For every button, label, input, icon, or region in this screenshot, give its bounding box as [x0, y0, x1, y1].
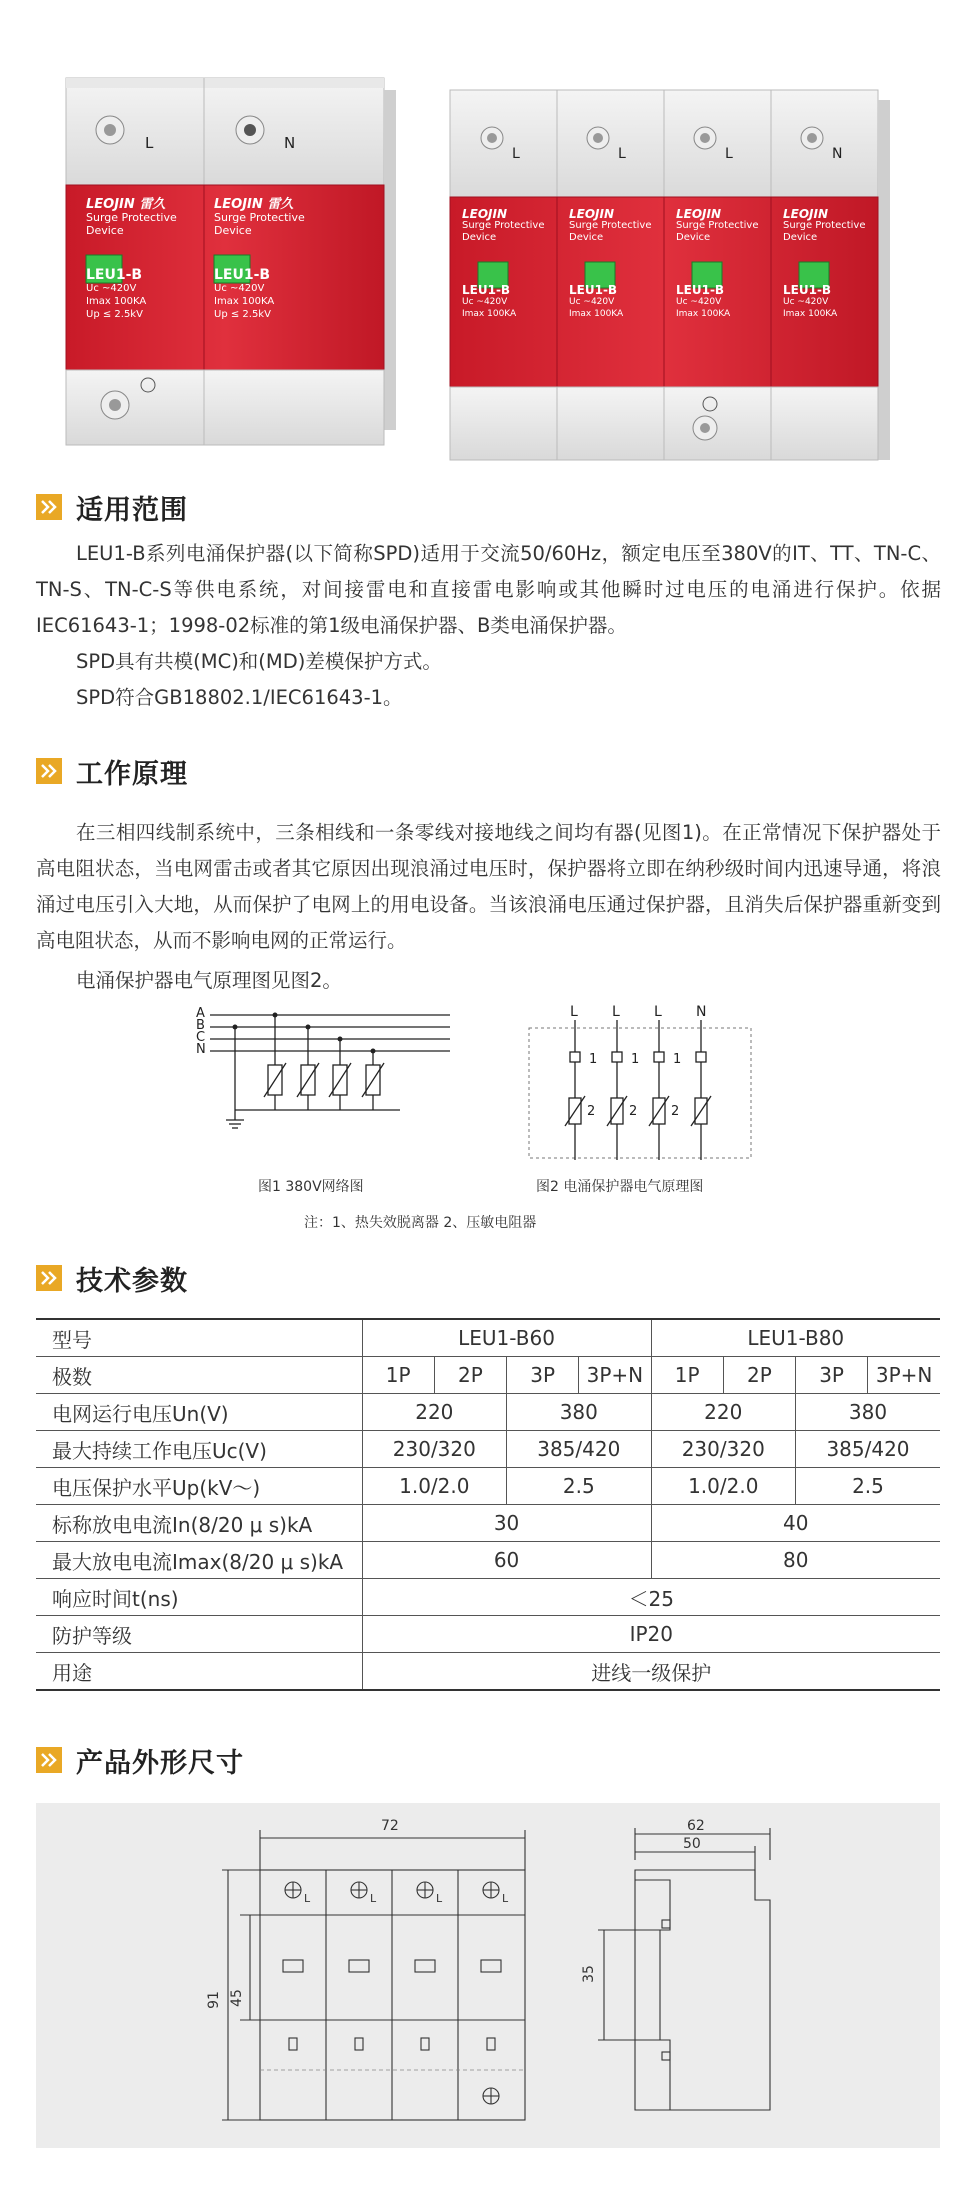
figure-note: 注：1、热失效脱离器 2、压敏电阻器 [304, 1215, 537, 1231]
model-label: LEU1-B [569, 283, 618, 297]
device-line1: Surge Protective [676, 220, 759, 231]
device-line1: Surge Protective [783, 220, 866, 231]
model-label: LEU1-B [86, 267, 143, 283]
section-heading-dimensions [36, 1742, 244, 1778]
dim-height-91: 91 [205, 1991, 222, 2009]
table-row [36, 1431, 940, 1468]
side-view-drawing [580, 1820, 800, 2130]
table-row [36, 1357, 940, 1394]
section-title: 产品外形尺寸 [76, 1747, 244, 1779]
table-row [36, 1319, 940, 1357]
spec-line1: Uc ~420V [676, 297, 722, 307]
table-cell: LEU1-B60 [362, 1319, 651, 1357]
table-cell: 3P+N [868, 1357, 940, 1394]
spec-line2: Imax 100KA [462, 309, 517, 319]
device-line1: Surge Protective [462, 220, 545, 231]
front-view-drawing [200, 1820, 540, 2130]
table-cell: 1.0/2.0 [651, 1468, 795, 1505]
line-label-a: A [196, 1006, 205, 1021]
device-line1: Surge Protective [86, 211, 177, 224]
table-cell: 2.5 [795, 1468, 940, 1505]
brand-logo: LEOJIN [569, 207, 615, 221]
brand-logo: LEOJIN [462, 207, 508, 221]
table-row [36, 1468, 940, 1505]
spec-line3: Up ≤ 2.5kV [214, 309, 271, 320]
table-cell: 385/420 [795, 1431, 940, 1468]
model-label: LEU1-B [462, 283, 511, 297]
table-cell: 响应时间t(ns) [36, 1579, 362, 1616]
fig2-label-l1: L [570, 1004, 578, 1020]
table-cell: 220 [651, 1394, 795, 1431]
brand-logo: LEOJIN [214, 197, 263, 212]
table-cell: 30 [362, 1505, 651, 1542]
paragraph: SPD具有共模(MC)和(MD)差模保护方式。 [76, 650, 442, 673]
figure-1-caption: 图1 380V网络图 [258, 1179, 364, 1195]
model-label: LEU1-B [214, 267, 271, 283]
spec-line2: Imax 100KA [783, 309, 838, 319]
section-heading-principle [36, 753, 188, 789]
front-l-label: L [304, 1892, 311, 1905]
fig2-mark-2: 2 [629, 1104, 638, 1119]
section-title: 适用范围 [76, 494, 188, 526]
two-pole-module-2-text [214, 198, 324, 321]
table-row [36, 1653, 940, 1691]
table-cell: 标称放电电流In(8/20 μ s)kA [36, 1505, 362, 1542]
device-line2: Device [462, 232, 497, 243]
fig2-mark-1: 1 [589, 1052, 598, 1067]
section-heading-specs [36, 1260, 188, 1296]
fig2-label-l2: L [612, 1004, 620, 1020]
table-cell: ＜25 [362, 1579, 940, 1616]
double-chevron-icon [36, 494, 62, 520]
dim-depth-50: 50 [683, 1836, 701, 1852]
table-cell: 230/320 [651, 1431, 795, 1468]
fig2-mark-2: 2 [671, 1104, 680, 1119]
spec-line1: Uc ~420V [86, 283, 137, 294]
brand-logo: LEOJIN [676, 207, 722, 221]
table-cell: 极数 [36, 1357, 362, 1394]
table-cell: 1.0/2.0 [362, 1468, 506, 1505]
four-pole-module-3-text [676, 208, 771, 320]
spec-line2: Imax 100KA [569, 309, 624, 319]
table-cell: 60 [362, 1542, 651, 1579]
dim-height-45: 45 [228, 1989, 245, 2007]
four-pole-module-2-text [569, 208, 664, 320]
double-chevron-icon [36, 1747, 62, 1773]
table-cell: IP20 [362, 1616, 940, 1653]
model-label: LEU1-B [676, 283, 725, 297]
table-cell: 230/320 [362, 1431, 506, 1468]
four-pole-label-2: L [618, 146, 626, 162]
double-chevron-icon [36, 1265, 62, 1291]
table-cell: 最大放电电流Imax(8/20 μ s)kA [36, 1542, 362, 1579]
front-l-label: L [502, 1892, 509, 1905]
table-cell: 2P [723, 1357, 795, 1394]
figure-2-caption: 图2 电涌保护器电气原理图 [536, 1179, 704, 1195]
figure-1-network-diagram [190, 1005, 460, 1165]
table-cell: 40 [651, 1505, 940, 1542]
spec-line1: Uc ~420V [214, 283, 265, 294]
table-cell: 最大持续工作电压Uc(V) [36, 1431, 362, 1468]
table-cell: 2.5 [507, 1468, 651, 1505]
table-cell: 3P [795, 1357, 867, 1394]
table-cell: 防护等级 [36, 1616, 362, 1653]
four-pole-label-1: L [512, 146, 520, 162]
line-label-c: C [196, 1030, 206, 1045]
model-label: LEU1-B [783, 283, 832, 297]
figure-1-line-labels [196, 1008, 206, 1056]
front-l-label: L [370, 1892, 377, 1905]
spec-line1: Uc ~420V [569, 297, 615, 307]
paragraph: LEU1-B系列电涌保护器(以下简称SPD)适用于交流50/60Hz，额定电压至380V的IT、TT、TN-C、TN-S、TN-C-S等供电系统，对间接雷电和直接雷电影响或其他瞬时过电压的电涌进行保护。依据IEC61643-1；1998-02标准的第1级电涌保护器、B类电涌保护器。 [36, 542, 941, 637]
four-pole-module-4-text [783, 208, 878, 320]
two-pole-module-1-text [86, 198, 196, 321]
table-cell: 380 [795, 1394, 940, 1431]
section-heading-scope [36, 489, 188, 525]
table-cell: 电压保护水平Up(kV～) [36, 1468, 362, 1505]
paragraph: SPD符合GB18802.1/IEC61643-1。 [76, 686, 403, 709]
section-title: 工作原理 [76, 758, 188, 790]
table-cell: 380 [507, 1394, 651, 1431]
table-cell: 1P [651, 1357, 723, 1394]
table-cell: 385/420 [507, 1431, 651, 1468]
spec-line3: Up ≤ 2.5kV [86, 309, 143, 320]
spec-line2: Imax 100KA [676, 309, 731, 319]
table-cell: 3P [507, 1357, 579, 1394]
table-cell: 80 [651, 1542, 940, 1579]
table-row [36, 1616, 940, 1653]
double-chevron-icon [36, 758, 62, 784]
table-cell: 电网运行电压Un(V) [36, 1394, 362, 1431]
fig2-mark-1: 1 [673, 1052, 682, 1067]
spec-line1: Uc ~420V [462, 297, 508, 307]
dim-rail-35: 35 [580, 1965, 597, 1983]
brand-logo: LEOJIN [783, 207, 829, 221]
fig2-label-n: N [696, 1004, 707, 1020]
two-pole-label-n: N [284, 134, 296, 152]
line-label-n: N [196, 1042, 206, 1057]
paragraph: 电涌保护器电气原理图见图2。 [76, 969, 342, 992]
spec-line2: Imax 100KA [86, 296, 147, 307]
two-pole-label-l: L [145, 134, 154, 152]
table-cell: LEU1-B80 [651, 1319, 940, 1357]
device-line1: Surge Protective [569, 220, 652, 231]
table-cell: 型号 [36, 1319, 362, 1357]
section-principle-body [36, 815, 941, 999]
table-cell: 220 [362, 1394, 506, 1431]
spec-table [36, 1318, 940, 1691]
four-pole-label-4: N [832, 146, 843, 162]
four-pole-module-1-text [462, 208, 557, 320]
table-row [36, 1579, 940, 1616]
table-cell: 1P [362, 1357, 434, 1394]
fig2-mark-1: 1 [631, 1052, 640, 1067]
table-row [36, 1394, 940, 1431]
device-line2: Device [214, 224, 252, 237]
brand-sub: 雷久 [139, 197, 166, 212]
brand-sub: 雷久 [267, 197, 294, 212]
figure-2-schematic [525, 1000, 755, 1165]
spec-line2: Imax 100KA [214, 296, 275, 307]
table-cell: 用途 [36, 1653, 362, 1691]
section-scope-body [36, 536, 941, 716]
four-pole-label-3: L [725, 146, 733, 162]
spec-line1: Uc ~420V [783, 297, 829, 307]
device-line1: Surge Protective [214, 211, 305, 224]
brand-logo: LEOJIN [86, 197, 135, 212]
table-cell: 2P [434, 1357, 506, 1394]
table-cell: 3P+N [579, 1357, 651, 1394]
device-line2: Device [86, 224, 124, 237]
device-line2: Device [783, 232, 818, 243]
device-line2: Device [569, 232, 604, 243]
dim-depth-62: 62 [687, 1818, 705, 1834]
section-title: 技术参数 [76, 1265, 188, 1297]
table-cell: 进线一级保护 [362, 1653, 940, 1691]
table-row [36, 1542, 940, 1579]
line-label-b: B [196, 1018, 205, 1033]
front-l-label: L [436, 1892, 443, 1905]
device-line2: Device [676, 232, 711, 243]
fig2-mark-2: 2 [587, 1104, 596, 1119]
dim-width-72: 72 [381, 1818, 399, 1834]
paragraph: 在三相四线制系统中，三条相线和一条零线对接地线之间均有器(见图1)。在正常情况下保护器处于高电阻状态，当电网雷击或者其它原因出现浪涌过电压时，保护器将立即在纳秒级时间内迅速导通，将浪涌过电压引入大地，从而保护了电网上的用电设备。当该浪涌电压通过保护器，且消失后保护器重新变到高电阻状态，从而不影响电网的正常运行。 [36, 821, 941, 952]
table-row [36, 1505, 940, 1542]
fig2-label-l3: L [654, 1004, 662, 1020]
